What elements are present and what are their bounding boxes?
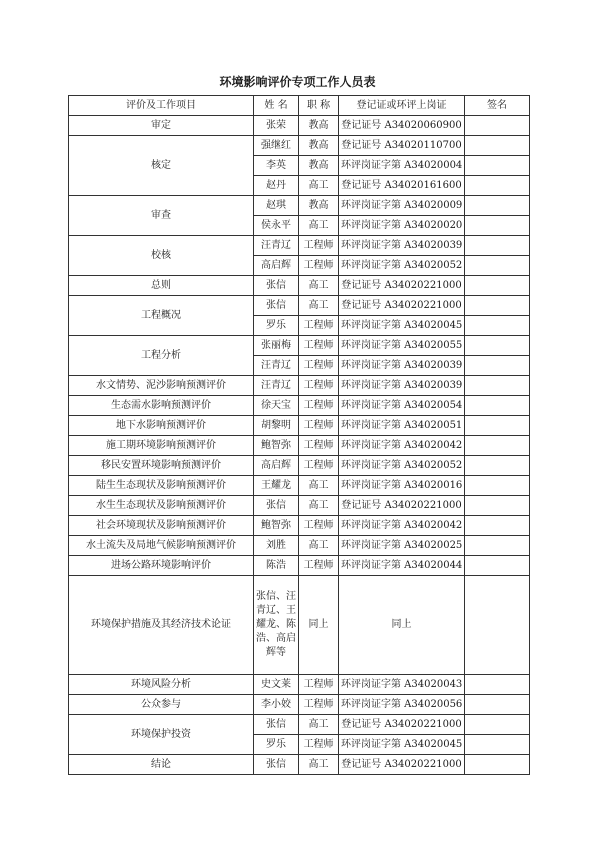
signature-cell: [465, 396, 530, 416]
table-row: [69, 516, 530, 536]
staff-name-cell: 张信: [254, 296, 299, 316]
certificate-cell: 环评岗证字第 A34020016: [339, 476, 465, 496]
certificate-cell: 登记证号 A34020221000: [339, 296, 465, 316]
staff-title-cell: 工程师: [299, 256, 339, 276]
staff-title-cell: 工程师: [299, 456, 339, 476]
signature-cell: [465, 496, 530, 516]
signature-cell: [465, 136, 530, 156]
table-row: [69, 236, 530, 256]
certificate-cell: 环评岗证字第 A34020009: [339, 196, 465, 216]
table-row: [69, 715, 530, 735]
certificate-cell: 环评岗证字第 A34020052: [339, 456, 465, 476]
signature-cell: [465, 695, 530, 715]
table-row: [69, 456, 530, 476]
staff-name-cell: 罗乐: [254, 316, 299, 336]
signature-cell: [465, 436, 530, 456]
staff-name-cell: 鲍智弥: [254, 436, 299, 456]
certificate-cell: 环评岗证字第 A34020055: [339, 336, 465, 356]
signature-cell: [465, 356, 530, 376]
staff-name-cell: 张信: [254, 755, 299, 775]
staff-name-cell: 汪青辽: [254, 236, 299, 256]
signature-cell: [465, 715, 530, 735]
table-row: [69, 396, 530, 416]
staff-name-cell: 张信: [254, 715, 299, 735]
staff-title-cell: 工程师: [299, 356, 339, 376]
staff-table-body: [69, 96, 530, 775]
certificate-cell: 环评岗证字第 A34020042: [339, 436, 465, 456]
work-item-cell: 公众参与: [69, 695, 254, 715]
certificate-cell: 环评岗证字第 A34020039: [339, 376, 465, 396]
staff-title-cell: 同上: [299, 576, 339, 675]
staff-name-cell: 王耀龙: [254, 476, 299, 496]
page-title: 环境影响评价专项工作人员表: [219, 75, 376, 89]
staff-title-cell: 工程师: [299, 236, 339, 256]
work-item-cell: 校核: [69, 236, 254, 276]
work-item-cell: 工程分析: [69, 336, 254, 376]
certificate-cell: 环评岗证字第 A34020042: [339, 516, 465, 536]
staff-title-cell: 教高: [299, 116, 339, 136]
staff-title-cell: 工程师: [299, 556, 339, 576]
table-row: [69, 116, 530, 136]
staff-title-cell: 高工: [299, 536, 339, 556]
signature-cell: [465, 116, 530, 136]
table-row: [69, 376, 530, 396]
staff-title-cell: 工程师: [299, 396, 339, 416]
table-row: [69, 695, 530, 715]
work-item-cell: 地下水影响预测评价: [69, 416, 254, 436]
staff-title-cell: 工程师: [299, 436, 339, 456]
header-signature: 签名: [465, 96, 530, 116]
signature-cell: [465, 675, 530, 695]
header-item: 评价及工作项目: [69, 96, 254, 116]
work-item-cell: 进场公路环境影响评价: [69, 556, 254, 576]
work-item-cell: 水文情势、泥沙影响预测评价: [69, 376, 254, 396]
certificate-cell: 登记证号 A34020221000: [339, 715, 465, 735]
signature-cell: [465, 316, 530, 336]
signature-cell: [465, 156, 530, 176]
table-row: [69, 436, 530, 456]
signature-cell: [465, 276, 530, 296]
signature-cell: [465, 236, 530, 256]
certificate-cell: 环评岗证字第 A34020056: [339, 695, 465, 715]
signature-cell: [465, 536, 530, 556]
staff-name-cell: 刘胜: [254, 536, 299, 556]
staff-name-cell: 徐天宝: [254, 396, 299, 416]
certificate-cell: 环评岗证字第 A34020043: [339, 675, 465, 695]
staff-name-cell: 李小姣: [254, 695, 299, 715]
work-item-cell: 环境保护措施及其经济技术论证: [69, 576, 254, 675]
staff-name-cell: 鲍智弥: [254, 516, 299, 536]
signature-cell: [465, 556, 530, 576]
signature-cell: [465, 256, 530, 276]
certificate-cell: 同上: [339, 576, 465, 675]
staff-name-cell: 高启辉: [254, 256, 299, 276]
staff-name-cell: 张信: [254, 496, 299, 516]
certificate-cell: 环评岗证字第 A34020045: [339, 735, 465, 755]
signature-cell: [465, 576, 530, 675]
staff-title-cell: 高工: [299, 476, 339, 496]
header-row: [69, 96, 530, 116]
table-row: [69, 675, 530, 695]
staff-name-cell: 李英: [254, 156, 299, 176]
work-item-cell: 核定: [69, 136, 254, 196]
signature-cell: [465, 296, 530, 316]
staff-name-cell: 张荣: [254, 116, 299, 136]
staff-title-cell: 工程师: [299, 316, 339, 336]
work-item-cell: 生态需水影响预测评价: [69, 396, 254, 416]
staff-name-cell: 张信: [254, 276, 299, 296]
table-row: [69, 476, 530, 496]
signature-cell: [465, 196, 530, 216]
table-row: [69, 576, 530, 675]
work-item-cell: 水土流失及局地气候影响预测评价: [69, 536, 254, 556]
staff-title-cell: 高工: [299, 296, 339, 316]
staff-name-cell: 汪青辽: [254, 376, 299, 396]
certificate-cell: 环评岗证字第 A34020044: [339, 556, 465, 576]
certificate-cell: 环评岗证字第 A34020052: [339, 256, 465, 276]
work-item-cell: 水生生态现状及影响预测评价: [69, 496, 254, 516]
table-row: [69, 536, 530, 556]
signature-cell: [465, 336, 530, 356]
work-item-cell: 审定: [69, 116, 254, 136]
table-row: [69, 416, 530, 436]
certificate-cell: 环评岗证字第 A34020020: [339, 216, 465, 236]
work-item-cell: 总则: [69, 276, 254, 296]
table-row: [69, 136, 530, 156]
certificate-cell: 登记证号 A34020221000: [339, 276, 465, 296]
table-row: [69, 296, 530, 316]
certificate-cell: 环评岗证字第 A34020045: [339, 316, 465, 336]
work-item-cell: 社会环境现状及影响预测评价: [69, 516, 254, 536]
work-item-cell: 结论: [69, 755, 254, 775]
staff-name-cell: 赵琪: [254, 196, 299, 216]
staff-name-cell: 张信、汪青辽、王耀龙、陈浩、高启辉等: [254, 576, 299, 675]
table-row: [69, 496, 530, 516]
certificate-cell: 环评岗证字第 A34020004: [339, 156, 465, 176]
signature-cell: [465, 456, 530, 476]
staff-title-cell: 高工: [299, 496, 339, 516]
certificate-cell: 登记证号 A34020110700: [339, 136, 465, 156]
table-row: [69, 336, 530, 356]
work-item-cell: 移民安置环境影响预测评价: [69, 456, 254, 476]
staff-title-cell: 教高: [299, 136, 339, 156]
signature-cell: [465, 416, 530, 436]
signature-cell: [465, 176, 530, 196]
work-item-cell: 环境保护投资: [69, 715, 254, 755]
certificate-cell: 环评岗证字第 A34020039: [339, 356, 465, 376]
staff-name-cell: 侯永平: [254, 216, 299, 236]
staff-title-cell: 高工: [299, 216, 339, 236]
staff-name-cell: 史文莱: [254, 675, 299, 695]
staff-title-cell: 工程师: [299, 695, 339, 715]
staff-title-cell: 工程师: [299, 675, 339, 695]
certificate-cell: 环评岗证字第 A34020051: [339, 416, 465, 436]
table-row: [69, 196, 530, 216]
header-title: 职 称: [299, 96, 339, 116]
staff-title-cell: 工程师: [299, 336, 339, 356]
table-row: [69, 556, 530, 576]
header-certificate: 登记证或环评上岗证: [339, 96, 465, 116]
staff-title-cell: 教高: [299, 156, 339, 176]
staff-name-cell: 胡黎明: [254, 416, 299, 436]
staff-title-cell: 工程师: [299, 516, 339, 536]
staff-title-cell: 高工: [299, 176, 339, 196]
certificate-cell: 登记证号 A34020221000: [339, 496, 465, 516]
staff-name-cell: 汪青辽: [254, 356, 299, 376]
certificate-cell: 登记证号 A34020221000: [339, 755, 465, 775]
certificate-cell: 环评岗证字第 A34020025: [339, 536, 465, 556]
staff-title-cell: 工程师: [299, 735, 339, 755]
certificate-cell: 登记证号 A34020161600: [339, 176, 465, 196]
staff-title-cell: 工程师: [299, 416, 339, 436]
staff-title-cell: 教高: [299, 196, 339, 216]
work-item-cell: 陆生生态现状及影响预测评价: [69, 476, 254, 496]
work-item-cell: 环境风险分析: [69, 675, 254, 695]
staff-title-cell: 高工: [299, 755, 339, 775]
staff-table: [68, 95, 530, 775]
signature-cell: [465, 476, 530, 496]
signature-cell: [465, 755, 530, 775]
certificate-cell: 环评岗证字第 A34020054: [339, 396, 465, 416]
signature-cell: [465, 216, 530, 236]
table-row: [69, 755, 530, 775]
staff-title-cell: 高工: [299, 715, 339, 735]
staff-name-cell: 强继红: [254, 136, 299, 156]
staff-name-cell: 张丽梅: [254, 336, 299, 356]
work-item-cell: 工程概况: [69, 296, 254, 336]
signature-cell: [465, 735, 530, 755]
staff-title-cell: 工程师: [299, 376, 339, 396]
staff-name-cell: 罗乐: [254, 735, 299, 755]
header-name: 姓 名: [254, 96, 299, 116]
signature-cell: [465, 376, 530, 396]
staff-name-cell: 陈浩: [254, 556, 299, 576]
table-row: [69, 276, 530, 296]
work-item-cell: 审查: [69, 196, 254, 236]
work-item-cell: 施工期环境影响预测评价: [69, 436, 254, 456]
staff-name-cell: 赵丹: [254, 176, 299, 196]
certificate-cell: 环评岗证字第 A34020039: [339, 236, 465, 256]
staff-name-cell: 高启辉: [254, 456, 299, 476]
staff-title-cell: 高工: [299, 276, 339, 296]
certificate-cell: 登记证号 A34020060900: [339, 116, 465, 136]
signature-cell: [465, 516, 530, 536]
